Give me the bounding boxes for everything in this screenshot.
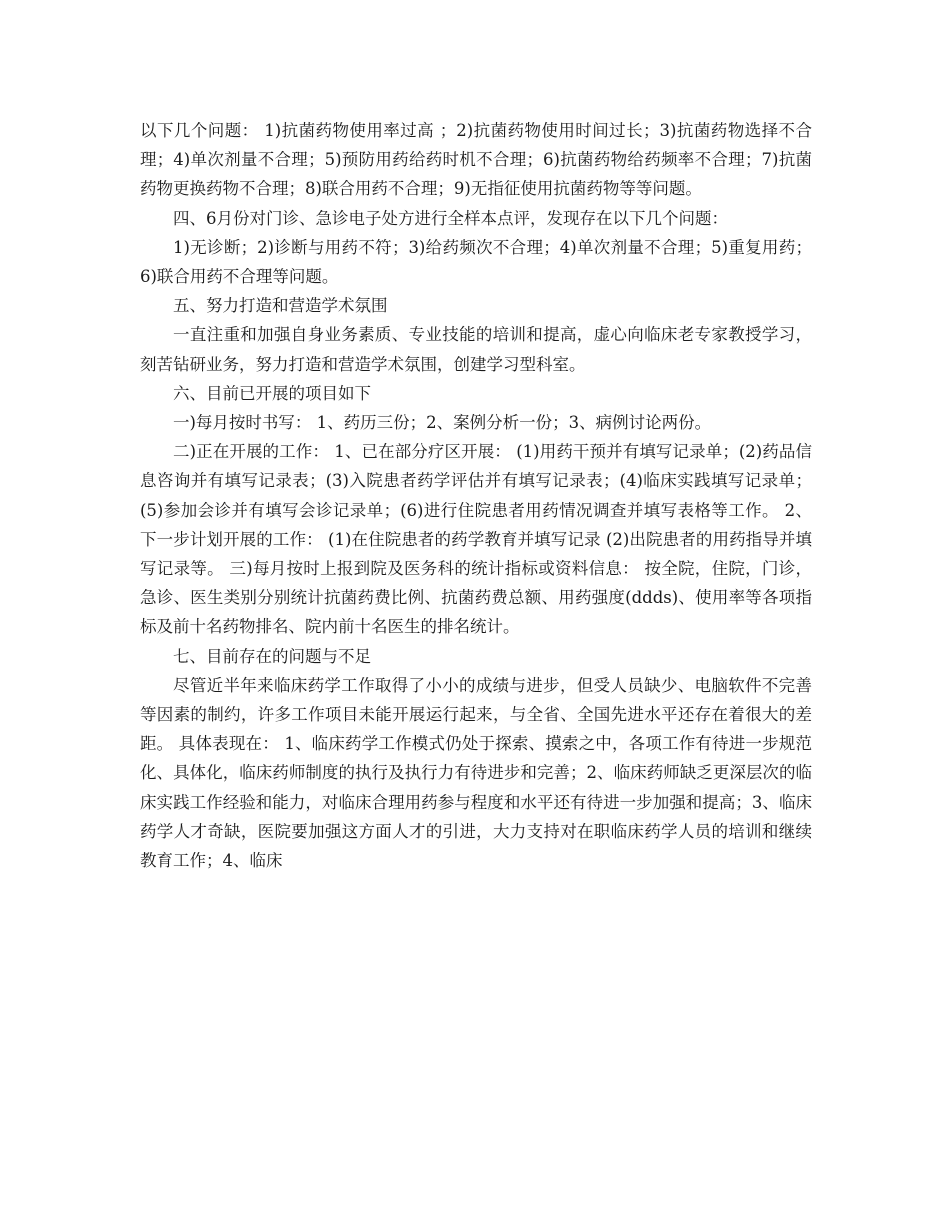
paragraph-section-four: 四、6月份对门诊、急诊电子处方进行全样本点评，发现存在以下几个问题： [173,208,728,228]
paragraph-section-six-monthly: 一)每月按时书写： 1、药历三份；2、案例分析一份；3、病例讨论两份。 [173,413,712,433]
paragraph-section-seven: 尽管近半年来临床药学工作取得了小小的成绩与进步，但受人员缺少、电脑软件不完善等因素的制约，许多工作项目未能开展运行起来，与全省、全国先进水平还存在着很大的差距。 具体表现在： 1、临床药学工作模式仍处于探索、摸索之中，各项工作有待进一步规范化、具体化，临床药师制度的执行及执行力有待进步和完善；2、临床药师缺乏更深层次的临床实践工作经验和能力，对临床合理用药参与程度和水平还有待进一步加强和提高；3、临床药学人才奇缺，医院要加强这方面人才的引进，大力支持对在职临床药学人员的培训和继续教育工作；4、临床 [140,675,812,871]
heading-section-five: 五、努力打造和营造学术氛围 [173,296,388,316]
heading-section-six: 六、目前已开展的项目如下 [173,383,371,403]
document-body [140,116,812,875]
paragraph-continuation: 以下几个问题： 1)抗菌药物使用率过高 ；2)抗菌药物使用时间过长；3)抗菌药物选择不合理；4)单次剂量不合理；5)预防用药给药时机不合理；6)抗菌药物给药频率不合理；7)抗菌药物更换药物不合理；8)联合用药不合理；9)无指征使用抗菌药物等等问题。 [140,121,812,199]
heading-section-seven: 七、目前存在的问题与不足 [173,646,371,666]
paragraph-section-six-ongoing: 二)正在开展的工作： 1、已在部分疗区开展： (1)用药干预并有填写记录单；(2)药品信息咨询并有填写记录表；(3)入院患者药学评估并有填写记录表；(4)临床实践填写记录单；(5)参加会诊并有填写会诊记录单；(6)进行住院患者用药情况调查并填写表格等工作。 2、下一步计划开展的工作： (1)在住院患者的药学教育并填写记录 (2)出院患者的用药指导并填写记录等。 三)每月按时上报到院及医务科的统计指标或资料信息： 按全院，住院，门诊，急诊、医生类别分别统计抗菌药费比例、抗菌药费总额、用药强度(ddds)、使用率等各项指标及前十名药物排名、院内前十名医生的排名统计。 [140,442,812,637]
paragraph-section-four-items: 1)无诊断；2)诊断与用药不符；3)给药频次不合理；4)单次剂量不合理；5)重复用药；6)联合用药不合理等问题。 [140,237,812,287]
paragraph-section-five: 一直注重和加强自身业务素质、专业技能的培训和提高，虚心向临床老专家教授学习，刻苦钻研业务，努力打造和营造学术氛围，创建学习型科室。 [140,325,812,374]
